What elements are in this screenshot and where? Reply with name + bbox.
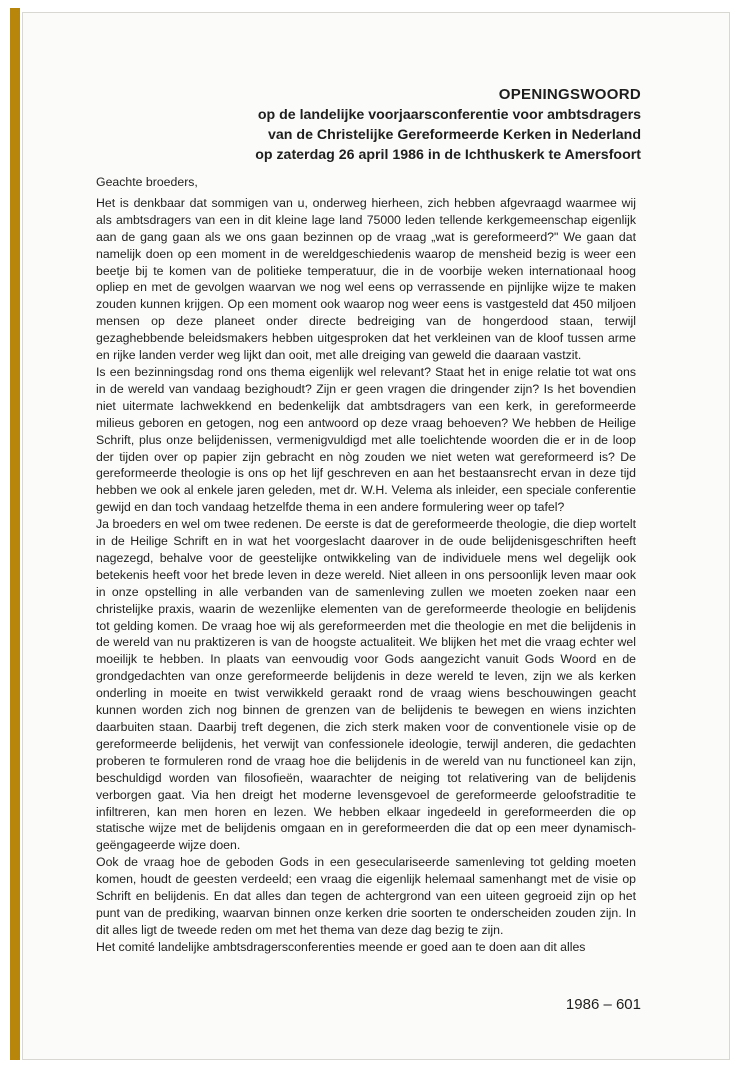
subtitle-line-2: van de Christelijke Gereformeerde Kerken in Nederland <box>268 127 641 143</box>
paragraph-3: Ja broeders en wel om twee redenen. De eerste is dat de gereformeerde theologie, die diep wortelt in de Heilige Schrift en in wat het voorgeslacht daarover in de oude belijdenisgeschriften heeft nagezegd, behalve voor de geestelijke ontwikkeling van de individuele mens wel degelijk ook betekenis heeft voor het brede leven in deze wereld. Niet alleen in ons persoonlijk leven maar ook in onze opstelling in alle verbanden van de samenleving zullen we moeten zoeken naar een christelijke praxis, waarin de wezenlijke elementen van de gereformeerde theologie en belijdenis tot gelding komen. De vraag hoe wij als gereformeerden met die theologie en met die belijdenis in de wereld van nu praktizeren is van de hoogste actualiteit. We blijken het met die vraag echter wel moeilijk te hebben. In plaats van eenvoudig voor Gods aangezicht vanuit Gods Woord en de grondgedachten van onze gereformeerde belijdenis in deze wereld te leven, zijn we als kerken onderling in moeite en twist verwikkeld geraakt rond de vraag wiens beschouwingen geacht kunnen worden zich nog binnen de grenzen van de belijdenis te bewegen en wiens inzichten daarbuiten staan. Daarbij treft degenen, die zich sterk maken voor de conventionele visie op de gereformeerde belijdenis, het verwijt van confessionele ideologie, terwijl anderen, die gedachten proberen te formuleren rond de vraag hoe die belijdenis in de wereld van nu functioneel kan zijn, beschuldigd worden van filosofieën, waarachter de neiging tot relativering van de belijdenis verborgen gaat. Via hen dreigt het moderne levensgevoel de gereformeerde geloofstraditie te infiltreren, kan men horen en lezen. We hebben elkaar ingedeeld in gereformeerden die op statische wijze met de belijdenis omgaan en in gereformeerden die dat op een meer dynamisch-geëngageerde wijze doen. <box>96 517 636 853</box>
scan-binding-edge <box>10 8 20 1060</box>
paragraph-4: Ook de vraag hoe de geboden Gods in een geseculariseerde samenleving tot gelding moeten komen, houdt de geesten verdeeld; een vraag die eigenlijk helemaal samenhangt met de visie op Schrift en belijdenis. En dat alles dan tegen de achtergrond van een uiteen gegroeid zijn op het punt van de prediking, waarvan binnen onze kerken drie soorten te onderscheiden zouden zijn. In dit alles ligt de tweede reden om met het thema van deze dag bezig te zijn. <box>96 855 636 937</box>
subtitle-line-3: op zaterdag 26 april 1986 in de Ichthuskerk te Amersfoort <box>255 147 641 163</box>
article-body <box>96 174 636 956</box>
subtitle-line-1: op de landelijke voorjaarsconferentie voor ambtsdragers <box>257 107 641 123</box>
article-title: OPENINGSWOORD <box>498 86 641 103</box>
salutation: Geachte broeders, <box>96 175 198 189</box>
paragraph-1: Het is denkbaar dat sommigen van u, onderweg hierheen, zich hebben afgevraagd waarmee wij als ambtsdragers van een in dit kleine lage land 75000 leden tellende kerkgemeenschap eigenlijk aan de gang gaan als we ons gaan bezinnen op de vraag „wat is gereformeerd?" We gaan dat namelijk doen op een moment in de wereldgeschiedenis waarop de mensheid bezig is weer een beetje bij te komen van de politieke temperatuur, die in de voorbije weken internationaal hoog opliep en met de gevolgen waarvan we nog wel eens op verrassende en pijnlijke wijze te maken zouden kunnen krijgen. Op een moment ook waarop nog weer eens is vastgesteld dat 450 miljoen mensen op deze planeet onder directe bedreiging van de hongerdood staan, terwijl gezaghebbende beleidsmakers hebben uitgesproken dat het verkleinen van de kloof tussen arme en rijke landen verder weg lijkt dan ooit, met alle dreiging van geweld die daaraan vastzit. <box>96 195 636 363</box>
page-number: 1986 – 601 <box>565 996 641 1013</box>
paragraph-2: Is een bezinningsdag rond ons thema eigenlijk wel relevant? Staat het in enige relatie tot wat ons in de wereld van vandaag bezighoudt? Zijn er geen vragen die dringender zijn? Is het bovendien niet uitermate lachwekkend en bedenkelijk dat ambtsdragers van een kerk, in gereformeerde milieus geboren en getogen, nog een antwoord op deze vraag behoeven? We hebben de Heilige Schrift, plus onze belijdenissen, vermenigvuldigd met alle toelichtende woorden die er in de loop der tijden over op papier zijn gebracht en nòg zouden we niet weten wat gereformeerd is? De gereformeerde theologie is ons op het lijf geschreven en aan het bestaansrecht ervan in deze tijd hebben we ook al enkele jaren geleden, met dr. W.H. Velema als inleider, een speciale conferentie gewijd en dan toch vandaag hetzelfde thema in een andere formulering weer op tafel? <box>96 364 636 515</box>
article-header <box>255 85 641 165</box>
paragraph-5: Het comité landelijke ambtsdragersconferenties meende er goed aan te doen aan dit alles <box>96 939 586 954</box>
